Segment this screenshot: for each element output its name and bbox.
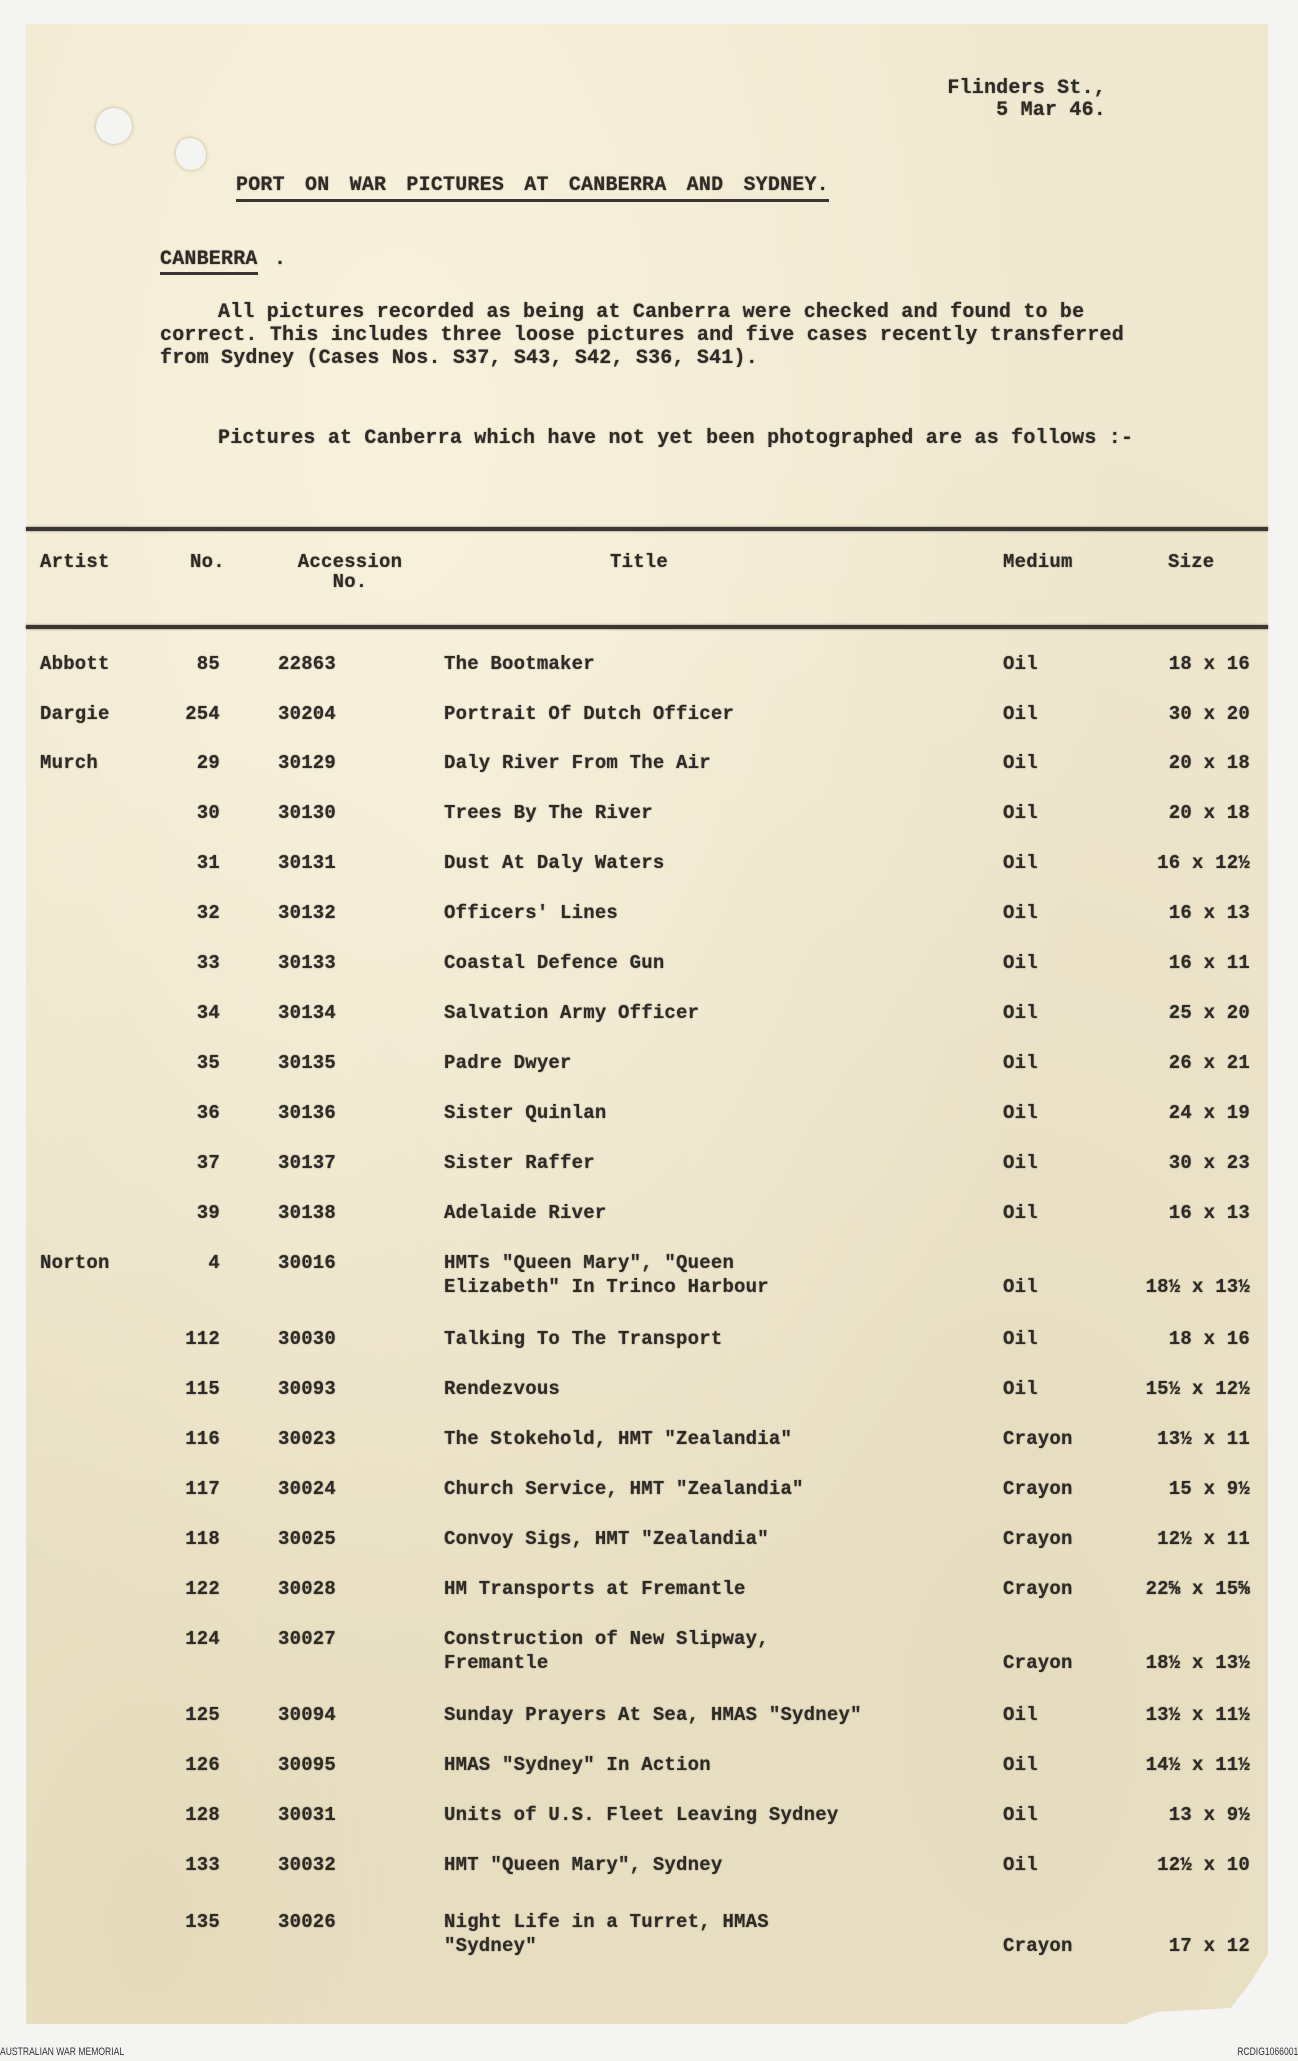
cell-accession: 30136 — [278, 1102, 337, 1124]
cell-medium: Crayon — [1003, 1578, 1073, 1600]
cell-title: Padre Dwyer — [444, 1052, 572, 1074]
cell-accession: 30095 — [278, 1754, 337, 1776]
cell-size: 18 x 16 — [1168, 1328, 1250, 1350]
cell-size: 17 x 12 — [1168, 1935, 1250, 1957]
cell-accession: 30132 — [278, 902, 337, 924]
paragraph-not-photographed: Pictures at Canberra which have not yet been photographed are as follows :- — [218, 427, 1134, 450]
punch-hole — [176, 138, 206, 170]
section-heading-text: CANBERRA — [160, 248, 258, 271]
cell-no: 112 — [185, 1328, 220, 1350]
cell-medium: Oil — [1003, 1328, 1038, 1350]
cell-accession: 30030 — [278, 1328, 337, 1350]
section-heading-canberra — [160, 248, 258, 275]
cell-size: 24 x 19 — [1168, 1102, 1250, 1124]
cell-accession: 30023 — [278, 1428, 337, 1450]
cell-title: Trees By The River — [444, 802, 653, 824]
cell-size: 13½ x 11 — [1157, 1428, 1250, 1450]
cell-size: 16 x 11 — [1168, 952, 1250, 974]
cell-size: 12½ x 10 — [1157, 1854, 1250, 1876]
cell-accession: 30135 — [278, 1052, 337, 1074]
cell-medium: Oil — [1003, 752, 1038, 774]
table-header-rule — [26, 625, 1268, 629]
cell-size: 14½ x 11½ — [1145, 1754, 1250, 1776]
cell-accession: 30204 — [278, 703, 337, 725]
cell-accession: 30027 — [278, 1628, 337, 1650]
cell-medium: Oil — [1003, 1378, 1038, 1400]
cell-accession: 30028 — [278, 1578, 337, 1600]
cell-medium: Oil — [1003, 1052, 1038, 1074]
cell-size: 30 x 23 — [1168, 1152, 1250, 1174]
cell-medium: Crayon — [1003, 1652, 1073, 1674]
cell-title: Sunday Prayers At Sea, HMAS "Sydney" — [444, 1704, 862, 1726]
cell-title: Dust At Daly Waters — [444, 852, 665, 874]
cell-medium: Oil — [1003, 1754, 1038, 1776]
cell-medium: Oil — [1003, 952, 1038, 974]
cell-no: 31 — [196, 852, 220, 874]
cell-size: 18½ x 13½ — [1145, 1276, 1250, 1298]
footer-institution: AUSTRALIAN WAR MEMORIAL — [0, 2046, 125, 2058]
cell-size: 12½ x 11 — [1157, 1528, 1250, 1550]
cell-accession: 30129 — [278, 752, 337, 774]
cell-no: 4 — [208, 1252, 220, 1274]
cell-size: 22⅝ x 15⅝ — [1145, 1578, 1250, 1600]
address-street: Flinders St., — [947, 77, 1106, 100]
cell-no: 30 — [196, 802, 220, 824]
cell-no: 118 — [185, 1528, 220, 1550]
cell-title: Salvation Army Officer — [444, 1002, 700, 1024]
footer-record-id: RCDIG1066001 — [1236, 2046, 1298, 2058]
column-header-no: No. — [190, 551, 225, 573]
cell-accession: 30093 — [278, 1378, 337, 1400]
cell-no: 116 — [185, 1428, 220, 1450]
cell-medium: Oil — [1003, 1002, 1038, 1024]
cell-medium: Crayon — [1003, 1935, 1073, 1957]
cell-medium: Oil — [1003, 902, 1038, 924]
column-header-size: Size — [1168, 551, 1215, 573]
cell-medium: Oil — [1003, 1854, 1038, 1876]
cell-title: HM Transports at Fremantle — [444, 1578, 746, 1600]
cell-medium: Oil — [1003, 852, 1038, 874]
address-date: 5 Mar 46. — [996, 99, 1106, 122]
address-block — [916, 78, 1106, 122]
cell-no: 254 — [185, 703, 220, 725]
cell-accession: 22863 — [278, 653, 337, 675]
cell-artist: Abbott — [40, 653, 110, 675]
cell-no: 125 — [185, 1704, 220, 1726]
cell-title: Sister Quinlan — [444, 1102, 607, 1124]
cell-size: 13½ x 11½ — [1145, 1704, 1250, 1726]
cell-size: 18 x 16 — [1168, 653, 1250, 675]
cell-title: Convoy Sigs, HMT "Zealandia" — [444, 1528, 769, 1550]
cell-artist: Murch — [40, 752, 99, 774]
cell-title: Portrait Of Dutch Officer — [444, 703, 735, 725]
column-header-title: Title — [610, 551, 669, 573]
cell-no: 35 — [196, 1052, 220, 1074]
cell-accession: 30025 — [278, 1528, 337, 1550]
cell-title: Talking To The Transport — [444, 1328, 723, 1350]
cell-no: 122 — [185, 1578, 220, 1600]
cell-no: 126 — [185, 1754, 220, 1776]
table-top-rule — [26, 527, 1268, 531]
paragraph-checked: All pictures recorded as being at Canberra were checked and found to be correct. This includes three loose pictures and five cases recently transferred from Sydney (Cases Nos. S37, S43, S42, S36, S41). — [160, 301, 1124, 370]
cell-medium: Oil — [1003, 1804, 1038, 1826]
cell-medium: Oil — [1003, 653, 1038, 675]
column-header-accession: Accession No. — [297, 551, 403, 593]
punch-hole — [96, 108, 132, 144]
cell-medium: Oil — [1003, 1102, 1038, 1124]
cell-accession: 30133 — [278, 952, 337, 974]
cell-size: 25 x 20 — [1168, 1002, 1250, 1024]
cell-medium: Oil — [1003, 1202, 1038, 1224]
cell-accession: 30031 — [278, 1804, 337, 1826]
cell-accession: 30026 — [278, 1911, 337, 1933]
cell-size: 16 x 13 — [1168, 1202, 1250, 1224]
cell-medium: Oil — [1003, 1276, 1038, 1298]
cell-size: 30 x 20 — [1168, 703, 1250, 725]
cell-title: Church Service, HMT "Zealandia" — [444, 1478, 804, 1500]
column-header-artist: Artist — [40, 551, 110, 573]
cell-medium: Crayon — [1003, 1428, 1073, 1450]
cell-accession: 30131 — [278, 852, 337, 874]
cell-accession: 30130 — [278, 802, 337, 824]
cell-no: 33 — [196, 952, 220, 974]
cell-no: 32 — [196, 902, 220, 924]
cell-title: The Stokehold, HMT "Zealandia" — [444, 1428, 793, 1450]
cell-size: 20 x 18 — [1168, 752, 1250, 774]
cell-accession: 30016 — [278, 1252, 337, 1274]
cell-no: 85 — [196, 653, 220, 675]
cell-no: 34 — [196, 1002, 220, 1024]
cell-title: HMAS "Sydney" In Action — [444, 1754, 711, 1776]
cell-title: Sister Raffer — [444, 1152, 595, 1174]
cell-medium: Oil — [1003, 1704, 1038, 1726]
cell-accession: 30094 — [278, 1704, 337, 1726]
section-heading-period: . — [274, 248, 287, 271]
document-title: PORT ON WAR PICTURES AT CANBERRA AND SYDNEY. — [236, 174, 829, 202]
cell-title: Adelaide River — [444, 1202, 607, 1224]
cell-size: 16 x 13 — [1168, 902, 1250, 924]
cell-size: 13 x 9½ — [1168, 1804, 1250, 1826]
cell-no: 29 — [196, 752, 220, 774]
cell-title: Rendezvous — [444, 1378, 561, 1400]
cell-medium: Oil — [1003, 703, 1038, 725]
cell-accession: 30024 — [278, 1478, 337, 1500]
cell-artist: Dargie — [40, 703, 110, 725]
cell-size: 15 x 9½ — [1168, 1478, 1250, 1500]
cell-no: 117 — [185, 1478, 220, 1500]
column-header-medium: Medium — [1003, 551, 1073, 573]
cell-no: 133 — [185, 1854, 220, 1876]
cell-no: 128 — [185, 1804, 220, 1826]
cell-title: Coastal Defence Gun — [444, 952, 665, 974]
cell-title: Night Life in a Turret, HMAS "Sydney" — [444, 1911, 769, 1957]
cell-artist: Norton — [40, 1252, 110, 1274]
cell-size: 15½ x 12½ — [1145, 1378, 1250, 1400]
cell-no: 124 — [185, 1628, 220, 1650]
cell-size: 18½ x 13½ — [1145, 1652, 1250, 1674]
cell-title: Officers' Lines — [444, 902, 619, 924]
cell-medium: Oil — [1003, 1152, 1038, 1174]
cell-title: HMT "Queen Mary", Sydney — [444, 1854, 723, 1876]
cell-no: 37 — [196, 1152, 220, 1174]
cell-medium: Crayon — [1003, 1528, 1073, 1550]
cell-title: Daly River From The Air — [444, 752, 711, 774]
cell-title: The Bootmaker — [444, 653, 595, 675]
cell-no: 115 — [185, 1378, 220, 1400]
cell-title: Units of U.S. Fleet Leaving Sydney — [444, 1804, 839, 1826]
cell-accession: 30134 — [278, 1002, 337, 1024]
cell-medium: Oil — [1003, 802, 1038, 824]
cell-accession: 30137 — [278, 1152, 337, 1174]
cell-title: Construction of New Slipway, Fremantle — [444, 1628, 769, 1674]
cell-title: HMTs "Queen Mary", "Queen Elizabeth" In Trinco Harbour — [444, 1252, 769, 1298]
cell-size: 20 x 18 — [1168, 802, 1250, 824]
cell-no: 39 — [196, 1202, 220, 1224]
cell-size: 16 x 12½ — [1157, 852, 1250, 874]
cell-no: 135 — [185, 1911, 220, 1933]
cell-medium: Crayon — [1003, 1478, 1073, 1500]
cell-no: 36 — [196, 1102, 220, 1124]
cell-accession: 30032 — [278, 1854, 337, 1876]
cell-accession: 30138 — [278, 1202, 337, 1224]
cell-size: 26 x 21 — [1168, 1052, 1250, 1074]
